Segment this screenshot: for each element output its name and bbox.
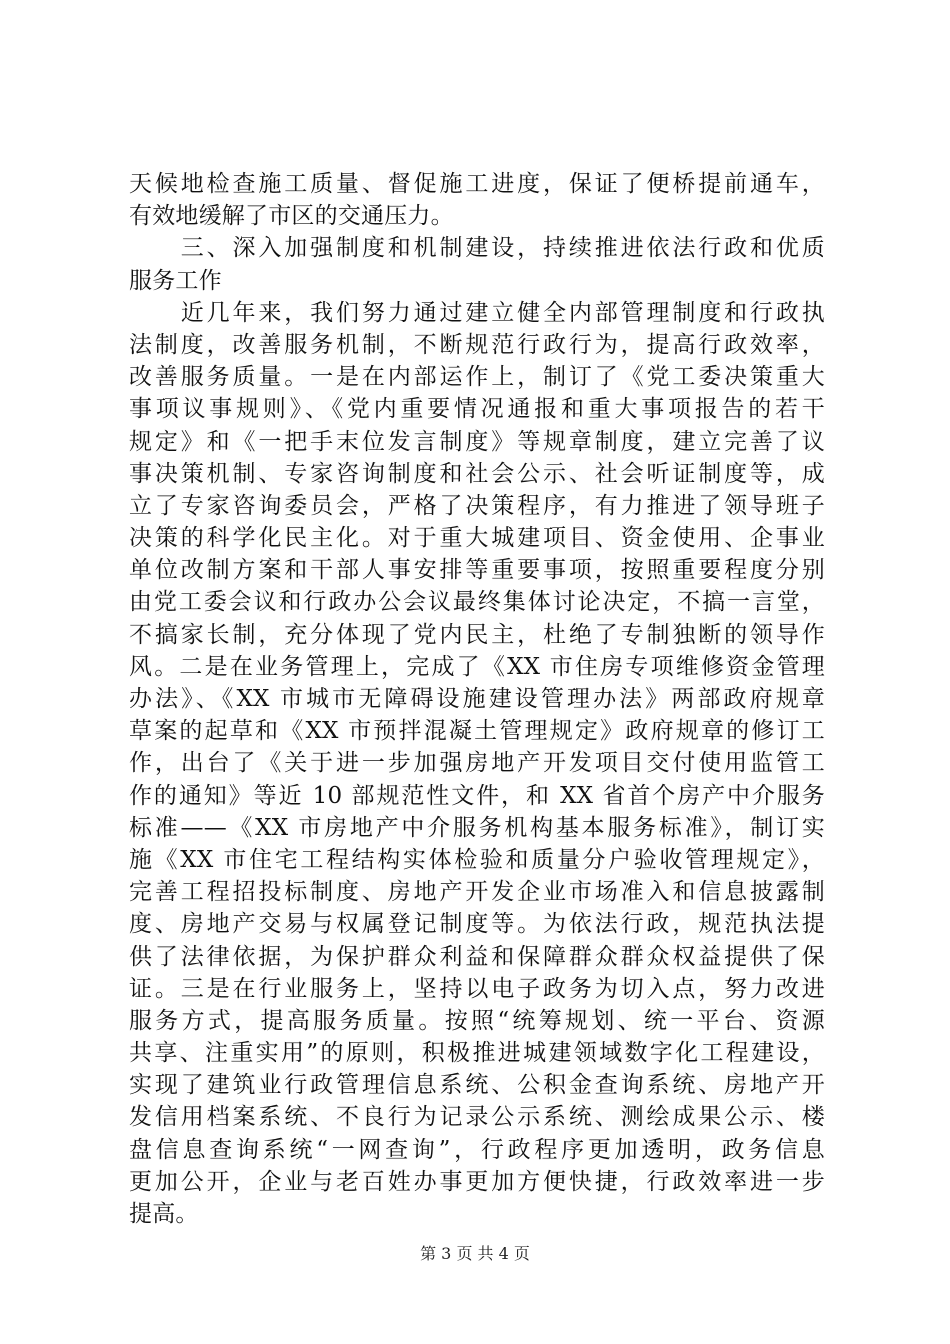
- text-line: 不搞家长制，充分体现了党内民主，杜绝了专制独断的领导作: [129, 621, 825, 648]
- page-number-label: 第 3 页 共 4 页: [420, 1244, 530, 1263]
- text-line: 共享、注重实用”的原则，积极推进城建领域数字化工程建设，: [129, 1040, 825, 1067]
- text-line: 改善服务质量。一是在内部运作上，制订了《党工委决策重大: [129, 364, 825, 391]
- text-line: 单位改制方案和干部人事安排等重要事项，按照重要程度分别: [129, 557, 825, 584]
- text-line: 完善工程招投标制度、房地产开发企业市场准入和信息披露制: [129, 879, 825, 906]
- text-line: 供了法律依据，为保护群众利益和保障群众群众权益提供了保: [129, 943, 825, 970]
- text-line: 发信用档案系统、不良行为记录公示系统、测绘成果公示、楼: [129, 1104, 825, 1131]
- text-line: 风。二是在业务管理上，完成了《XX 市住房专项维修资金管理: [129, 653, 825, 680]
- document-body: [129, 168, 825, 1230]
- text-line: 天候地检查施工质量、督促施工进度，保证了便桥提前通车，: [129, 171, 825, 197]
- text-line: 由党工委会议和行政办公会议最终集体讨论决定，不搞一言堂，: [129, 589, 825, 616]
- text-line: 立了专家咨询委员会，严格了决策程序，有力推进了领导班子: [129, 492, 825, 519]
- text-line: 法制度，改善服务机制，不断规范行政行为，提高行政效率，: [129, 331, 825, 358]
- text-line: 有效地缓解了市区的交通压力。: [129, 203, 454, 230]
- text-line: 证。三是在行业服务上，坚持以电子政务为切入点，努力改进: [129, 975, 825, 1002]
- text-line: 作的通知》等近 10 部规范性文件，和 XX 省首个房产中介服务: [129, 782, 825, 809]
- text-line: 事项议事规则》、《党内重要情况通报和重大事项报告的若干: [129, 396, 825, 423]
- text-line: 服务方式，提高服务质量。按照“统筹规划、统一平台、资源: [129, 1007, 825, 1034]
- text-line: 作，出台了《关于进一步加强房地产开发项目交付使用监管工: [129, 750, 825, 777]
- text-line: 标准——《XX 市房地产中介服务机构基本服务标准》，制订实: [129, 814, 825, 841]
- text-line: 施《XX 市住宅工程结构实体检验和质量分户验收管理规定》，: [129, 846, 825, 873]
- page-footer: [0, 1244, 950, 1264]
- text-line: 三、深入加强制度和机制建设，持续推进依法行政和优质: [129, 235, 825, 262]
- text-line: 决策的科学化民主化。对于重大城建项目、资金使用、企事业: [129, 525, 825, 552]
- text-line: 提高。: [129, 1201, 199, 1227]
- text-line: 办法》、《XX 市城市无障碍设施建设管理办法》两部政府规章: [129, 686, 825, 712]
- text-line: 盘信息查询系统“一网查询”，行政程序更加透明，政务信息: [129, 1136, 825, 1163]
- text-line: 事决策机制、专家咨询制度和社会公示、社会听证制度等，成: [129, 460, 825, 487]
- text-line: 实现了建筑业行政管理信息系统、公积金查询系统、房地产开: [129, 1072, 825, 1099]
- text-line: 草案的起草和《XX 市预拌混凝土管理规定》政府规章的修订工: [129, 718, 825, 745]
- text-line: 近几年来，我们努力通过建立健全内部管理制度和行政执: [129, 299, 825, 326]
- text-line: 度、房地产交易与权属登记制度等。为依法行政，规范执法提: [129, 911, 825, 938]
- text-line: 更加公开，企业与老百姓办事更加方便快捷，行政效率进一步: [129, 1168, 825, 1195]
- text-line: 规定》和《一把手末位发言制度》等规章制度，建立完善了议: [129, 428, 825, 455]
- text-line: 服务工作: [129, 267, 222, 294]
